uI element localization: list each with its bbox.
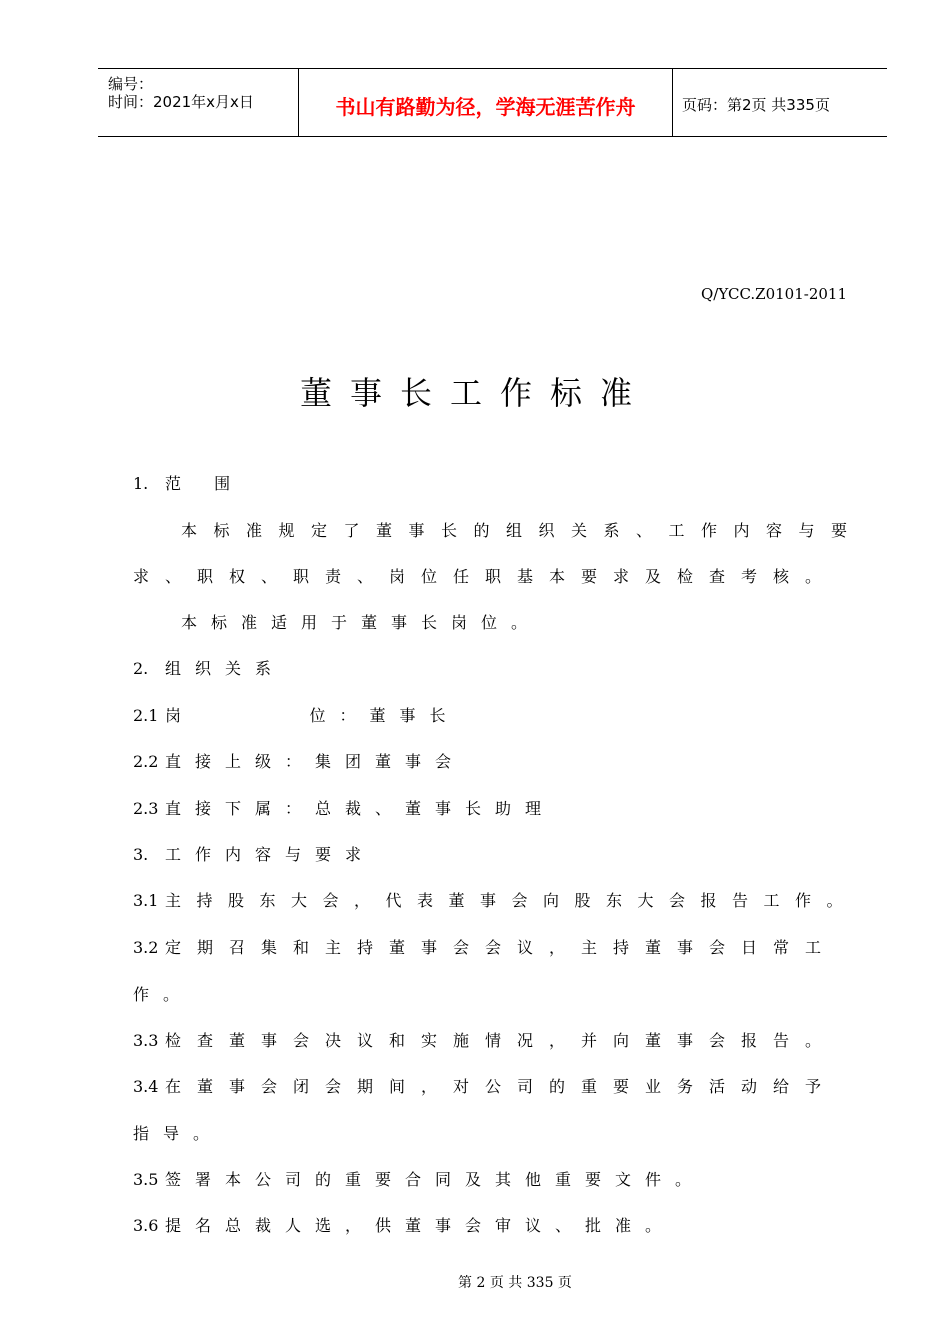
line-text: 工作内容与要求 (165, 845, 376, 864)
line-text: 求、职权、职责、岗位任职基本要求及检查考核。 (133, 567, 838, 586)
section-number: 2.3 (133, 799, 159, 818)
page-footer: 第 2 页 共 335 页 (458, 1275, 572, 1291)
section-line (133, 1028, 837, 1051)
section-line (133, 471, 244, 494)
page-info: 页码：第2页 共335页 (682, 96, 830, 114)
section-line (133, 656, 285, 679)
paragraph-line (181, 610, 541, 633)
section-line (133, 1213, 675, 1236)
section-number: 2.2 (133, 752, 159, 771)
section-line (133, 888, 858, 911)
section-number: 2.1 (133, 706, 159, 725)
line-text: 指导。 (133, 1124, 224, 1143)
section-line (133, 1167, 705, 1190)
line-text: 直接下属：总裁、董事长助理 (165, 799, 556, 818)
line-text: 本标准规定了董事长的组织关系、工作内容与要 (181, 521, 864, 540)
line-text: 直接上级：集团董事会 (165, 752, 466, 771)
line-text: 本标准适用于董事长岗位。 (181, 613, 542, 632)
paragraph-line (133, 982, 193, 1005)
section-number: 1. (133, 474, 149, 493)
line-text: 岗 位：董事长 (165, 706, 460, 725)
code-label: 编号： (108, 75, 154, 93)
section-number: 3.4 (133, 1077, 159, 1096)
line-text: 在董事会闭会期间，对公司的重要业务活动给予 (165, 1077, 838, 1096)
header-table (98, 68, 887, 137)
paragraph-line (133, 1121, 223, 1144)
line-text: 范 围 (165, 474, 245, 493)
line-text: 签署本公司的重要合同及其他重要文件。 (165, 1170, 706, 1189)
line-text: 定期召集和主持董事会会议，主持董事会日常工 (165, 938, 838, 957)
line-text: 组织关系 (165, 659, 286, 678)
line-text: 作。 (133, 985, 194, 1004)
header-left-cell (98, 69, 298, 136)
header-page-cell (672, 69, 887, 136)
line-text: 提名总裁人选，供董事会审议、批准。 (165, 1216, 676, 1235)
section-line (133, 703, 460, 726)
section-number: 3.3 (133, 1031, 159, 1050)
section-number: 3.2 (133, 938, 159, 957)
section-number: 3. (133, 845, 149, 864)
section-number: 3.5 (133, 1170, 159, 1189)
motto: 书山有路勤为径，学海无涯苦作舟 (335, 95, 636, 119)
section-line (133, 842, 375, 865)
page-title: 董事长工作标准 (299, 374, 650, 412)
line-text: 检查董事会决议和实施情况，并向董事会报告。 (165, 1031, 838, 1050)
paragraph-line (133, 564, 837, 587)
section-line (133, 796, 555, 819)
section-line (133, 935, 837, 958)
section-line (133, 749, 465, 772)
section-number: 3.1 (133, 891, 159, 910)
line-text: 主持股东大会，代表董事会向股东大会报告工作。 (165, 891, 859, 910)
section-number: 3.6 (133, 1216, 159, 1235)
document-number: Q/YCC.Z0101-2011 (700, 285, 847, 303)
header-motto-cell (298, 69, 673, 136)
time-label: 时间：2021年x月x日 (108, 93, 254, 111)
section-number: 2. (133, 659, 149, 678)
paragraph-line (181, 518, 864, 541)
section-line (133, 1074, 837, 1097)
